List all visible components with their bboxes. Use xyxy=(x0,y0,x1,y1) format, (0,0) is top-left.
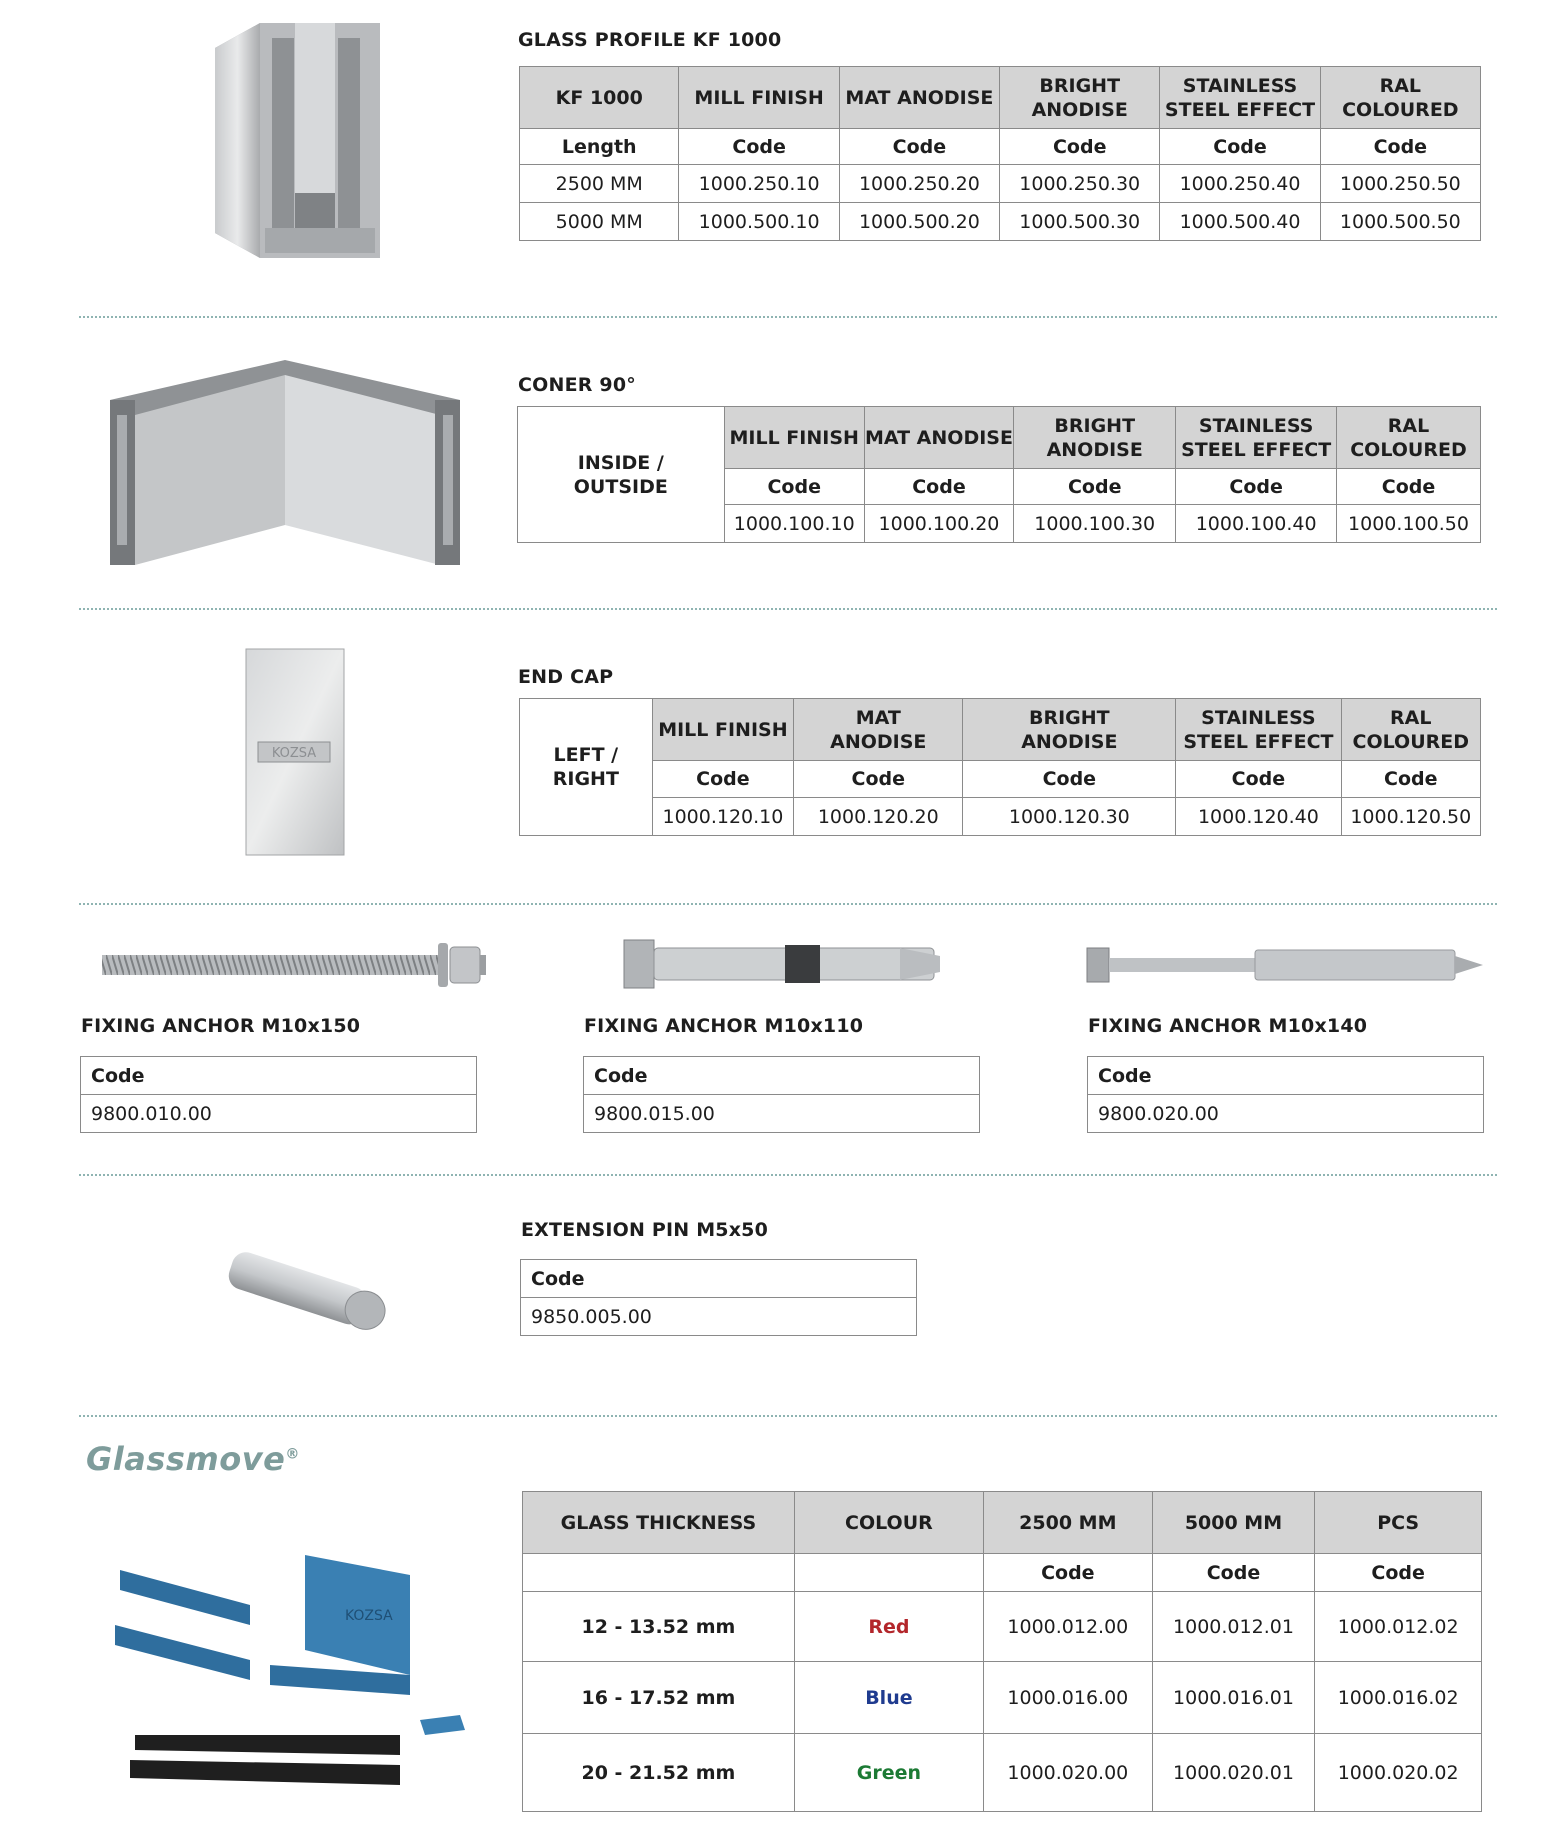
table-row xyxy=(523,1592,1482,1662)
table-cell: 1000.020.00 xyxy=(984,1734,1153,1812)
side-label-cell: INSIDE / OUTSIDE xyxy=(518,407,725,543)
code-label-cell: Code xyxy=(584,1057,980,1095)
table-row xyxy=(520,798,1481,836)
header-cell: MILL FINISH xyxy=(679,67,839,129)
subheader-cell: Length xyxy=(520,129,679,165)
table-cell: 1000.100.30 xyxy=(1014,505,1176,543)
anchor-title: FIXING ANCHOR M10x140 xyxy=(1088,1015,1368,1037)
table-cell: 1000.012.02 xyxy=(1315,1592,1482,1662)
subheader-cell: Code xyxy=(794,761,963,798)
table-cell: 1000.250.20 xyxy=(839,165,999,203)
anchor-table xyxy=(1087,1056,1484,1133)
extension-pin-title: EXTENSION PIN M5x50 xyxy=(521,1219,769,1241)
kit-logo: KOZSA xyxy=(345,1608,393,1624)
section-divider xyxy=(79,316,1497,318)
anchor-m10x140-image xyxy=(1085,940,1485,990)
corner-title: CONER 90° xyxy=(518,374,636,396)
table-row xyxy=(523,1662,1482,1734)
header-cell: MAT ANODISE xyxy=(839,67,999,129)
thickness-cell: 12 - 13.52 mm xyxy=(523,1592,795,1662)
header-cell: BRIGHT ANODISE xyxy=(1000,67,1160,129)
subheader-cell: Code xyxy=(1320,129,1480,165)
subheader-cell: Code xyxy=(1000,129,1160,165)
anchor-title: FIXING ANCHOR M10x150 xyxy=(81,1015,361,1037)
header-cell: STAINLESS STEEL EFFECT xyxy=(1160,67,1320,129)
table-cell: 1000.016.01 xyxy=(1152,1662,1315,1734)
section-divider xyxy=(79,608,1497,610)
subheader-cell: Code xyxy=(724,469,864,505)
end-cap-logo: KOZSA xyxy=(271,746,317,761)
subheader-cell: Code xyxy=(1176,761,1341,798)
corner-profile-image xyxy=(105,355,465,575)
subheader-cell: Code xyxy=(1176,469,1337,505)
subheader-cell: Code xyxy=(1336,469,1480,505)
colour-cell: Green xyxy=(794,1734,983,1812)
table-cell: 1000.500.10 xyxy=(679,203,839,241)
end-cap-image xyxy=(244,647,346,857)
header-cell: MILL FINISH xyxy=(652,699,794,761)
subheader-cell: Code xyxy=(963,761,1176,798)
subheader-cell: Code xyxy=(1341,761,1480,798)
glass-profile-image xyxy=(210,18,380,263)
subheader-cell: Code xyxy=(864,469,1013,505)
table-cell: 1000.500.20 xyxy=(839,203,999,241)
anchor-title: FIXING ANCHOR M10x110 xyxy=(584,1015,864,1037)
table-cell: 1000.250.50 xyxy=(1320,165,1480,203)
anchor-m10x110-image xyxy=(620,930,950,1000)
code-value-cell: 9850.005.00 xyxy=(521,1298,917,1336)
header-cell: PCS xyxy=(1315,1492,1482,1554)
code-label-cell: Code xyxy=(81,1057,477,1095)
colour-cell: Blue xyxy=(794,1662,983,1734)
table-cell: 1000.100.50 xyxy=(1336,505,1480,543)
table-cell: 1000.120.10 xyxy=(652,798,794,836)
table-cell: 1000.100.20 xyxy=(864,505,1013,543)
header-cell: STAINLESS STEEL EFFECT xyxy=(1176,699,1341,761)
glassmove-logo: Glassmove® xyxy=(86,1440,300,1478)
colour-cell: Red xyxy=(794,1592,983,1662)
code-value-cell: 9800.010.00 xyxy=(81,1095,477,1133)
header-cell: GLASS THICKNESS xyxy=(523,1492,795,1554)
table-cell: 1000.500.40 xyxy=(1160,203,1320,241)
subheader-cell: Code xyxy=(1160,129,1320,165)
table-cell: 1000.120.50 xyxy=(1341,798,1480,836)
code-label-cell: Code xyxy=(521,1260,917,1298)
subheader-cell xyxy=(794,1554,983,1592)
glassmove-kit-image xyxy=(110,1550,490,1790)
table-cell: 1000.120.40 xyxy=(1176,798,1341,836)
header-cell: 5000 MM xyxy=(1152,1492,1315,1554)
code-value-cell: 9800.020.00 xyxy=(1088,1095,1484,1133)
table-row xyxy=(520,165,1481,203)
header-cell: RAL COLOURED xyxy=(1336,407,1480,469)
end-cap-table xyxy=(519,698,1481,836)
thickness-cell: 16 - 17.52 mm xyxy=(523,1662,795,1734)
table-cell: 1000.012.00 xyxy=(984,1592,1153,1662)
header-cell: STAINLESS STEEL EFFECT xyxy=(1176,407,1337,469)
table-cell: 1000.012.01 xyxy=(1152,1592,1315,1662)
table-cell: 1000.020.02 xyxy=(1315,1734,1482,1812)
table-cell: 2500 MM xyxy=(520,165,679,203)
header-cell: MILL FINISH xyxy=(724,407,864,469)
anchor-table xyxy=(583,1056,980,1133)
header-cell: RAL COLOURED xyxy=(1341,699,1480,761)
table-cell: 1000.250.30 xyxy=(1000,165,1160,203)
table-cell: 1000.120.20 xyxy=(794,798,963,836)
header-cell: MAT ANODISE xyxy=(794,699,963,761)
subheader-cell: Code xyxy=(652,761,794,798)
subheader-cell: Code xyxy=(1014,469,1176,505)
header-cell: BRIGHT ANODISE xyxy=(963,699,1176,761)
extension-pin-table xyxy=(520,1259,917,1336)
subheader-cell: Code xyxy=(839,129,999,165)
subheader-cell: Code xyxy=(1315,1554,1482,1592)
side-label-cell: LEFT / RIGHT xyxy=(520,699,653,836)
table-cell: 1000.500.50 xyxy=(1320,203,1480,241)
table-cell: 5000 MM xyxy=(520,203,679,241)
subheader-cell: Code xyxy=(1152,1554,1315,1592)
glass-profile-table xyxy=(519,66,1481,241)
header-cell: KF 1000 xyxy=(520,67,679,129)
table-cell: 1000.250.40 xyxy=(1160,165,1320,203)
table-row xyxy=(520,203,1481,241)
code-label-cell: Code xyxy=(1088,1057,1484,1095)
header-cell: 2500 MM xyxy=(984,1492,1153,1554)
anchor-table xyxy=(80,1056,477,1133)
table-cell: 1000.020.01 xyxy=(1152,1734,1315,1812)
extension-pin-image xyxy=(222,1245,397,1340)
table-cell: 1000.100.40 xyxy=(1176,505,1337,543)
anchor-m10x150-image xyxy=(100,935,490,995)
header-cell: RAL COLOURED xyxy=(1320,67,1480,129)
table-row xyxy=(523,1734,1482,1812)
glass-profile-title: GLASS PROFILE KF 1000 xyxy=(518,29,782,51)
table-cell: 1000.120.30 xyxy=(963,798,1176,836)
corner-table xyxy=(517,406,1481,543)
table-cell: 1000.500.30 xyxy=(1000,203,1160,241)
table-cell: 1000.016.00 xyxy=(984,1662,1153,1734)
header-cell: COLOUR xyxy=(794,1492,983,1554)
subheader-cell: Code xyxy=(679,129,839,165)
table-cell: 1000.100.10 xyxy=(724,505,864,543)
end-cap-title: END CAP xyxy=(518,666,614,688)
section-divider xyxy=(79,1174,1497,1176)
code-value-cell: 9800.015.00 xyxy=(584,1095,980,1133)
section-divider xyxy=(79,903,1497,905)
table-cell: 1000.250.10 xyxy=(679,165,839,203)
thickness-cell: 20 - 21.52 mm xyxy=(523,1734,795,1812)
header-cell: MAT ANODISE xyxy=(864,407,1013,469)
table-cell: 1000.016.02 xyxy=(1315,1662,1482,1734)
header-cell: BRIGHT ANODISE xyxy=(1014,407,1176,469)
subheader-cell: Code xyxy=(984,1554,1153,1592)
glassmove-table xyxy=(522,1491,1482,1812)
section-divider xyxy=(79,1415,1497,1417)
subheader-cell xyxy=(523,1554,795,1592)
